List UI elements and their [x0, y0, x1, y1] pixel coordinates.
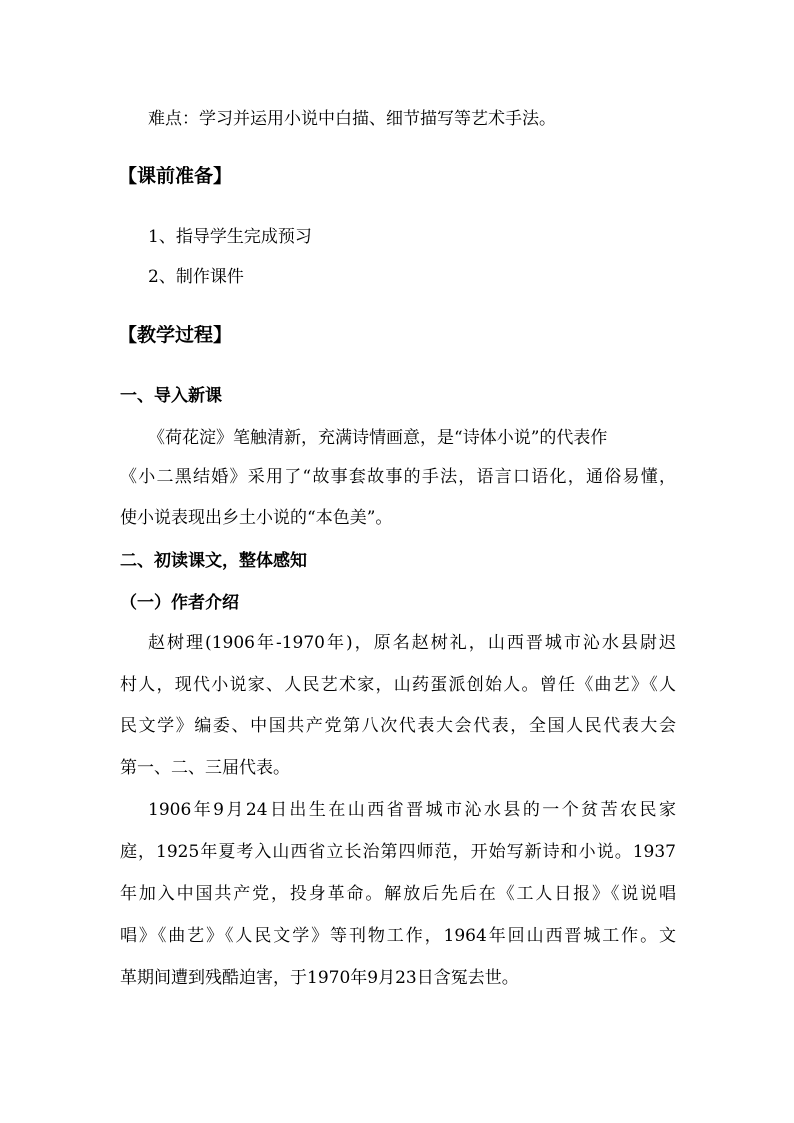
part1-heading: 一、导入新课 — [120, 386, 222, 406]
sub1-heading: （一）作者介绍 — [120, 593, 239, 613]
author-para1-line-2: 村人，现代小说家、人民艺术家，山药蛋派创始人。曾任《曲艺》《人 — [120, 675, 676, 695]
author-para2-line-4: 唱》《曲艺》《人民文学》等刊物工作，1964年回山西晋城工作。文 — [120, 926, 676, 946]
author-para2-line-5: 革期间遭到残酷迫害，于1970年9月23日含冤去世。 — [120, 968, 519, 988]
author-para2-line-1: 1906年9月24日出生在山西省晋城市沁水县的一个贫苦农民家 — [148, 800, 676, 820]
author-para1-line-1: 赵树理(1906年-1970年)，原名赵树礼，山西晋城市沁水县尉迟 — [148, 633, 676, 653]
prep-heading: 【课前准备】 — [118, 166, 233, 186]
author-para1-line-4: 第一、二、三届代表。 — [120, 758, 290, 778]
intro-line-1: 《荷花淀》笔触清新，充满诗情画意，是“诗体小说”的代表作 — [148, 428, 608, 448]
process-heading: 【教学过程】 — [118, 325, 233, 345]
difficulty-line: 难点：学习并运用小说中白描、细节描写等艺术手法。 — [148, 109, 556, 129]
author-para2-line-2: 庭，1925年夏考入山西省立长治第四师范，开始写新诗和小说。1937 — [120, 842, 676, 862]
intro-line-3: 使小说表现出乡土小说的“本色美”。 — [120, 508, 393, 528]
part2-heading: 二、初读课文，整体感知 — [120, 551, 307, 571]
prep-item-2: 2、制作课件 — [148, 267, 244, 287]
author-para2-line-3: 年加入中国共产党，投身革命。解放后先后在《工人日报》《说说唱 — [120, 884, 676, 904]
prep-item-1: 1、指导学生完成预习 — [148, 227, 312, 247]
author-para1-line-3: 民文学》编委、中国共产党第八次代表大会代表，全国人民代表大会 — [120, 716, 676, 736]
intro-line-2: 《小二黑结婚》采用了“故事套故事的手法，语言口语化，通俗易懂， — [120, 467, 676, 487]
